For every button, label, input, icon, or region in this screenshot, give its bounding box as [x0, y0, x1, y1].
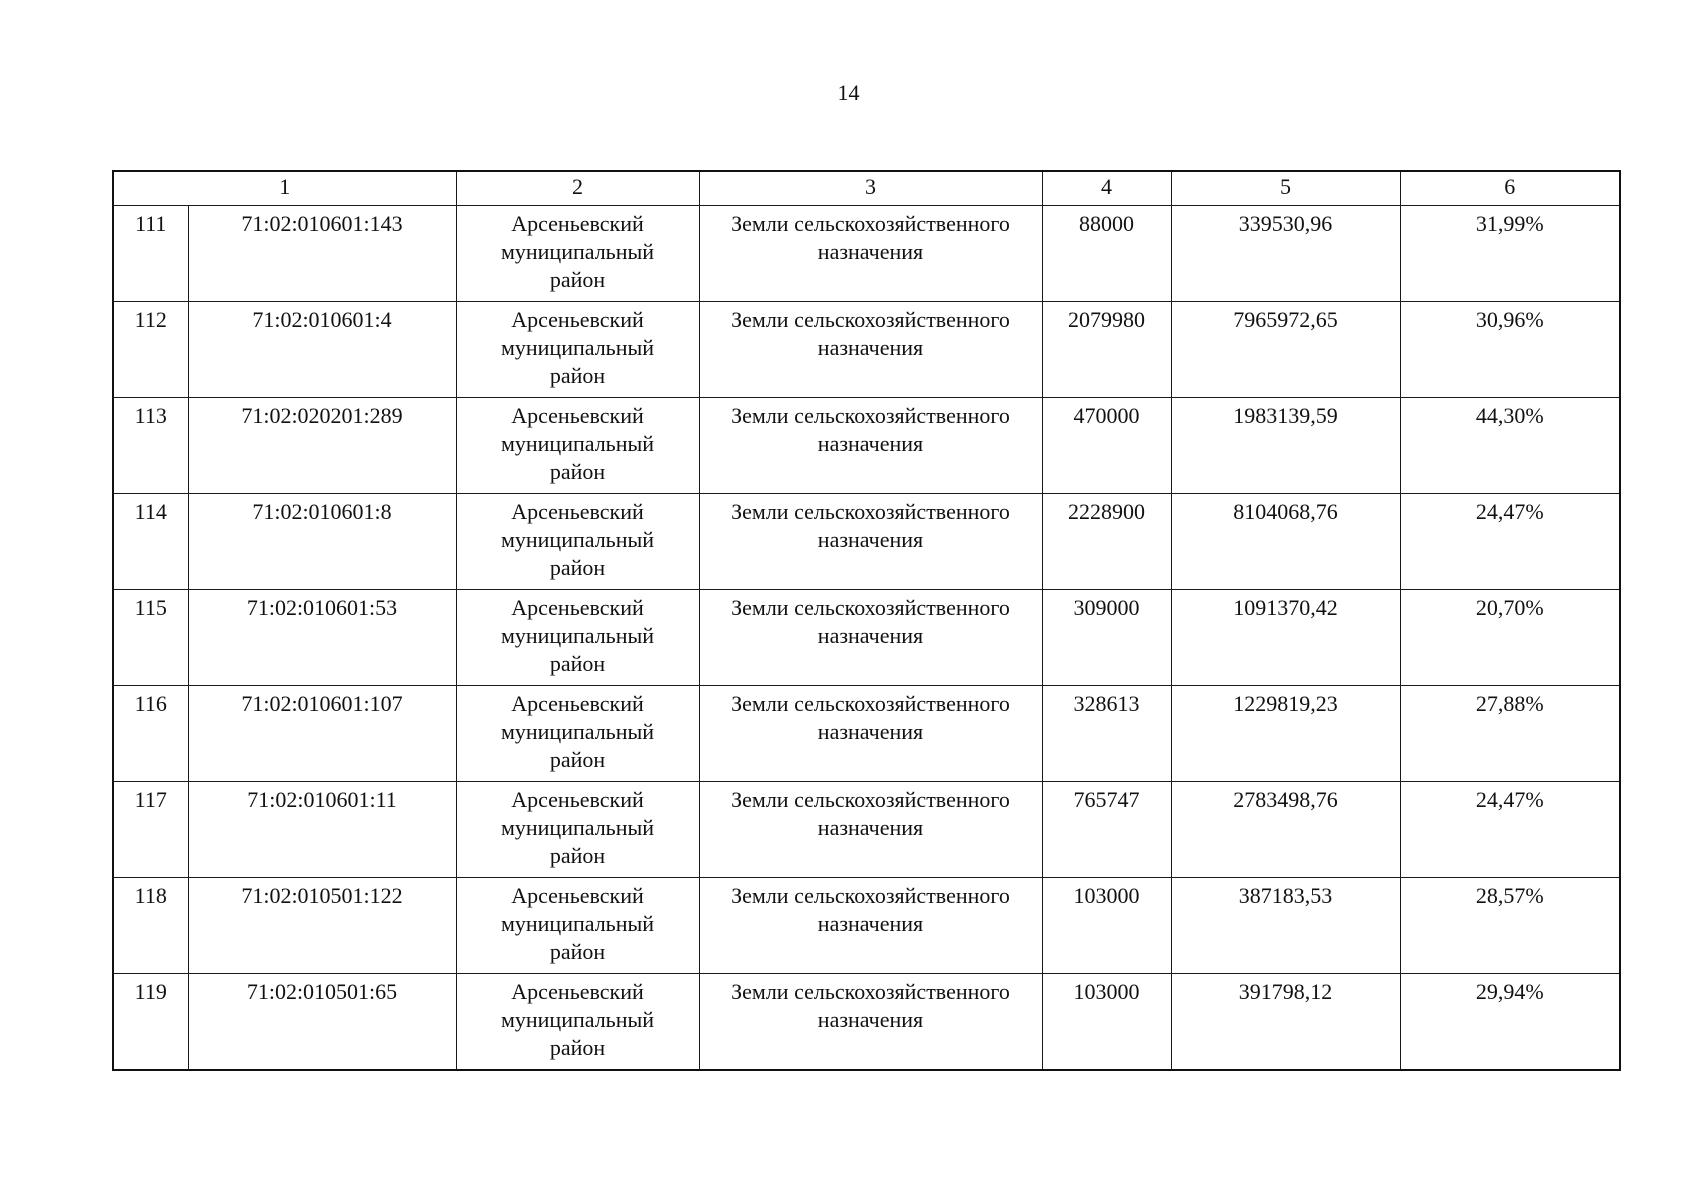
percent-cell: 24,47% [1400, 782, 1620, 878]
cadastral-value-cell: 8104068,76 [1171, 494, 1400, 590]
municipality-cell-line: муниципальный [500, 239, 655, 264]
column-header-5: 5 [1171, 171, 1400, 206]
cadastral-number-cell: 71:02:010601:4 [188, 302, 456, 398]
column-header-4: 4 [1042, 171, 1171, 206]
percent-cell: 20,70% [1400, 590, 1620, 686]
municipality-cell [456, 206, 699, 302]
column-header-2: 2 [456, 171, 699, 206]
cadastral-number-cell: 71:02:010601:11 [188, 782, 456, 878]
land-plots-table [112, 170, 1621, 1071]
municipality-cell-line: муниципальный [500, 719, 655, 744]
table-row [113, 302, 1620, 398]
column-header-1: 1 [113, 171, 456, 206]
table-row [113, 206, 1620, 302]
percent-cell: 27,88% [1400, 686, 1620, 782]
municipality-cell-line: Арсеньевский [511, 403, 644, 428]
table-row [113, 590, 1620, 686]
land-category-cell-line: назначения [817, 911, 924, 936]
table-row [113, 878, 1620, 974]
land-category-cell-line: назначения [817, 431, 924, 456]
municipality-cell-line: район [549, 939, 606, 964]
municipality-cell-line: район [549, 363, 606, 388]
municipality-cell-line: муниципальный [500, 1007, 655, 1032]
percent-cell: 29,94% [1400, 974, 1620, 1071]
cadastral-number-cell: 71:02:010501:122 [188, 878, 456, 974]
municipality-cell-line: муниципальный [500, 815, 655, 840]
land-category-cell-line: назначения [817, 1007, 924, 1032]
municipality-cell-line: муниципальный [500, 431, 655, 456]
municipality-cell-line: район [549, 1035, 606, 1060]
land-category-cell-line: Земли сельскохозяйственного [731, 211, 1010, 236]
municipality-cell [456, 686, 699, 782]
cadastral-number-cell: 71:02:020201:289 [188, 398, 456, 494]
municipality-cell-line: район [549, 555, 606, 580]
municipality-cell-line: район [549, 267, 606, 292]
land-category-cell [699, 590, 1042, 686]
municipality-cell-line: Арсеньевский [511, 691, 644, 716]
cadastral-value-cell: 1229819,23 [1171, 686, 1400, 782]
percent-cell: 30,96% [1400, 302, 1620, 398]
municipality-cell-line: Арсеньевский [511, 595, 644, 620]
cadastral-number-cell: 71:02:010601:53 [188, 590, 456, 686]
municipality-cell [456, 590, 699, 686]
land-category-cell [699, 302, 1042, 398]
row-number-cell: 119 [113, 974, 188, 1071]
cadastral-number-cell: 71:02:010601:8 [188, 494, 456, 590]
land-category-cell-line: Земли сельскохозяйственного [731, 979, 1010, 1004]
cadastral-value-cell: 1091370,42 [1171, 590, 1400, 686]
row-number-cell: 114 [113, 494, 188, 590]
land-category-cell-line: Земли сельскохозяйственного [731, 883, 1010, 908]
municipality-cell [456, 782, 699, 878]
percent-cell: 28,57% [1400, 878, 1620, 974]
municipality-cell-line: Арсеньевский [511, 883, 644, 908]
table-header-row [113, 171, 1620, 206]
municipality-cell-line: муниципальный [500, 335, 655, 360]
area-cell: 88000 [1042, 206, 1171, 302]
row-number-cell: 118 [113, 878, 188, 974]
percent-cell: 44,30% [1400, 398, 1620, 494]
percent-cell: 31,99% [1400, 206, 1620, 302]
municipality-cell-line: район [549, 459, 606, 484]
land-category-cell-line: назначения [817, 623, 924, 648]
area-cell: 309000 [1042, 590, 1171, 686]
land-category-cell [699, 782, 1042, 878]
land-category-cell-line: назначения [817, 239, 924, 264]
cadastral-number-cell: 71:02:010501:65 [188, 974, 456, 1071]
municipality-cell-line: Арсеньевский [511, 979, 644, 1004]
area-cell: 103000 [1042, 974, 1171, 1071]
land-category-cell [699, 494, 1042, 590]
municipality-cell-line: Арсеньевский [511, 307, 644, 332]
land-category-cell-line: назначения [817, 719, 924, 744]
table-row [113, 494, 1620, 590]
municipality-cell [456, 878, 699, 974]
land-category-cell-line: Земли сельскохозяйственного [731, 691, 1010, 716]
area-cell: 2079980 [1042, 302, 1171, 398]
municipality-cell-line: Арсеньевский [511, 211, 644, 236]
cadastral-value-cell: 7965972,65 [1171, 302, 1400, 398]
municipality-cell-line: район [549, 651, 606, 676]
area-cell: 765747 [1042, 782, 1171, 878]
row-number-cell: 115 [113, 590, 188, 686]
municipality-cell-line: муниципальный [500, 911, 655, 936]
land-category-cell-line: назначения [817, 527, 924, 552]
land-category-cell-line: Земли сельскохозяйственного [731, 499, 1010, 524]
table-body [113, 206, 1620, 1071]
municipality-cell-line: Арсеньевский [511, 499, 644, 524]
area-cell: 470000 [1042, 398, 1171, 494]
land-category-cell-line: назначения [817, 335, 924, 360]
land-category-cell [699, 974, 1042, 1071]
area-cell: 328613 [1042, 686, 1171, 782]
land-category-cell-line: Земли сельскохозяйственного [731, 787, 1010, 812]
land-category-cell [699, 878, 1042, 974]
page-number: 14 [837, 80, 860, 105]
table-row [113, 398, 1620, 494]
land-category-cell-line: Земли сельскохозяйственного [731, 595, 1010, 620]
cadastral-number-cell: 71:02:010601:143 [188, 206, 456, 302]
land-category-cell [699, 398, 1042, 494]
area-cell: 2228900 [1042, 494, 1171, 590]
row-number-cell: 113 [113, 398, 188, 494]
land-category-cell [699, 206, 1042, 302]
municipality-cell [456, 302, 699, 398]
area-cell: 103000 [1042, 878, 1171, 974]
row-number-cell: 111 [113, 206, 188, 302]
cadastral-value-cell: 2783498,76 [1171, 782, 1400, 878]
land-category-cell [699, 686, 1042, 782]
column-header-6: 6 [1400, 171, 1620, 206]
municipality-cell [456, 494, 699, 590]
land-category-cell-line: Земли сельскохозяйственного [731, 403, 1010, 428]
row-number-cell: 116 [113, 686, 188, 782]
cadastral-number-cell: 71:02:010601:107 [188, 686, 456, 782]
row-number-cell: 112 [113, 302, 188, 398]
land-category-cell-line: Земли сельскохозяйственного [731, 307, 1010, 332]
cadastral-value-cell: 391798,12 [1171, 974, 1400, 1071]
percent-cell: 24,47% [1400, 494, 1620, 590]
municipality-cell-line: муниципальный [500, 623, 655, 648]
municipality-cell-line: район [549, 843, 606, 868]
municipality-cell [456, 974, 699, 1071]
municipality-cell-line: муниципальный [500, 527, 655, 552]
municipality-cell-line: район [549, 747, 606, 772]
municipality-cell-line: Арсеньевский [511, 787, 644, 812]
table-row [113, 782, 1620, 878]
municipality-cell [456, 398, 699, 494]
land-category-cell-line: назначения [817, 815, 924, 840]
column-header-3: 3 [699, 171, 1042, 206]
table-row [113, 686, 1620, 782]
row-number-cell: 117 [113, 782, 188, 878]
cadastral-value-cell: 387183,53 [1171, 878, 1400, 974]
table-row [113, 974, 1620, 1071]
cadastral-value-cell: 1983139,59 [1171, 398, 1400, 494]
cadastral-value-cell: 339530,96 [1171, 206, 1400, 302]
